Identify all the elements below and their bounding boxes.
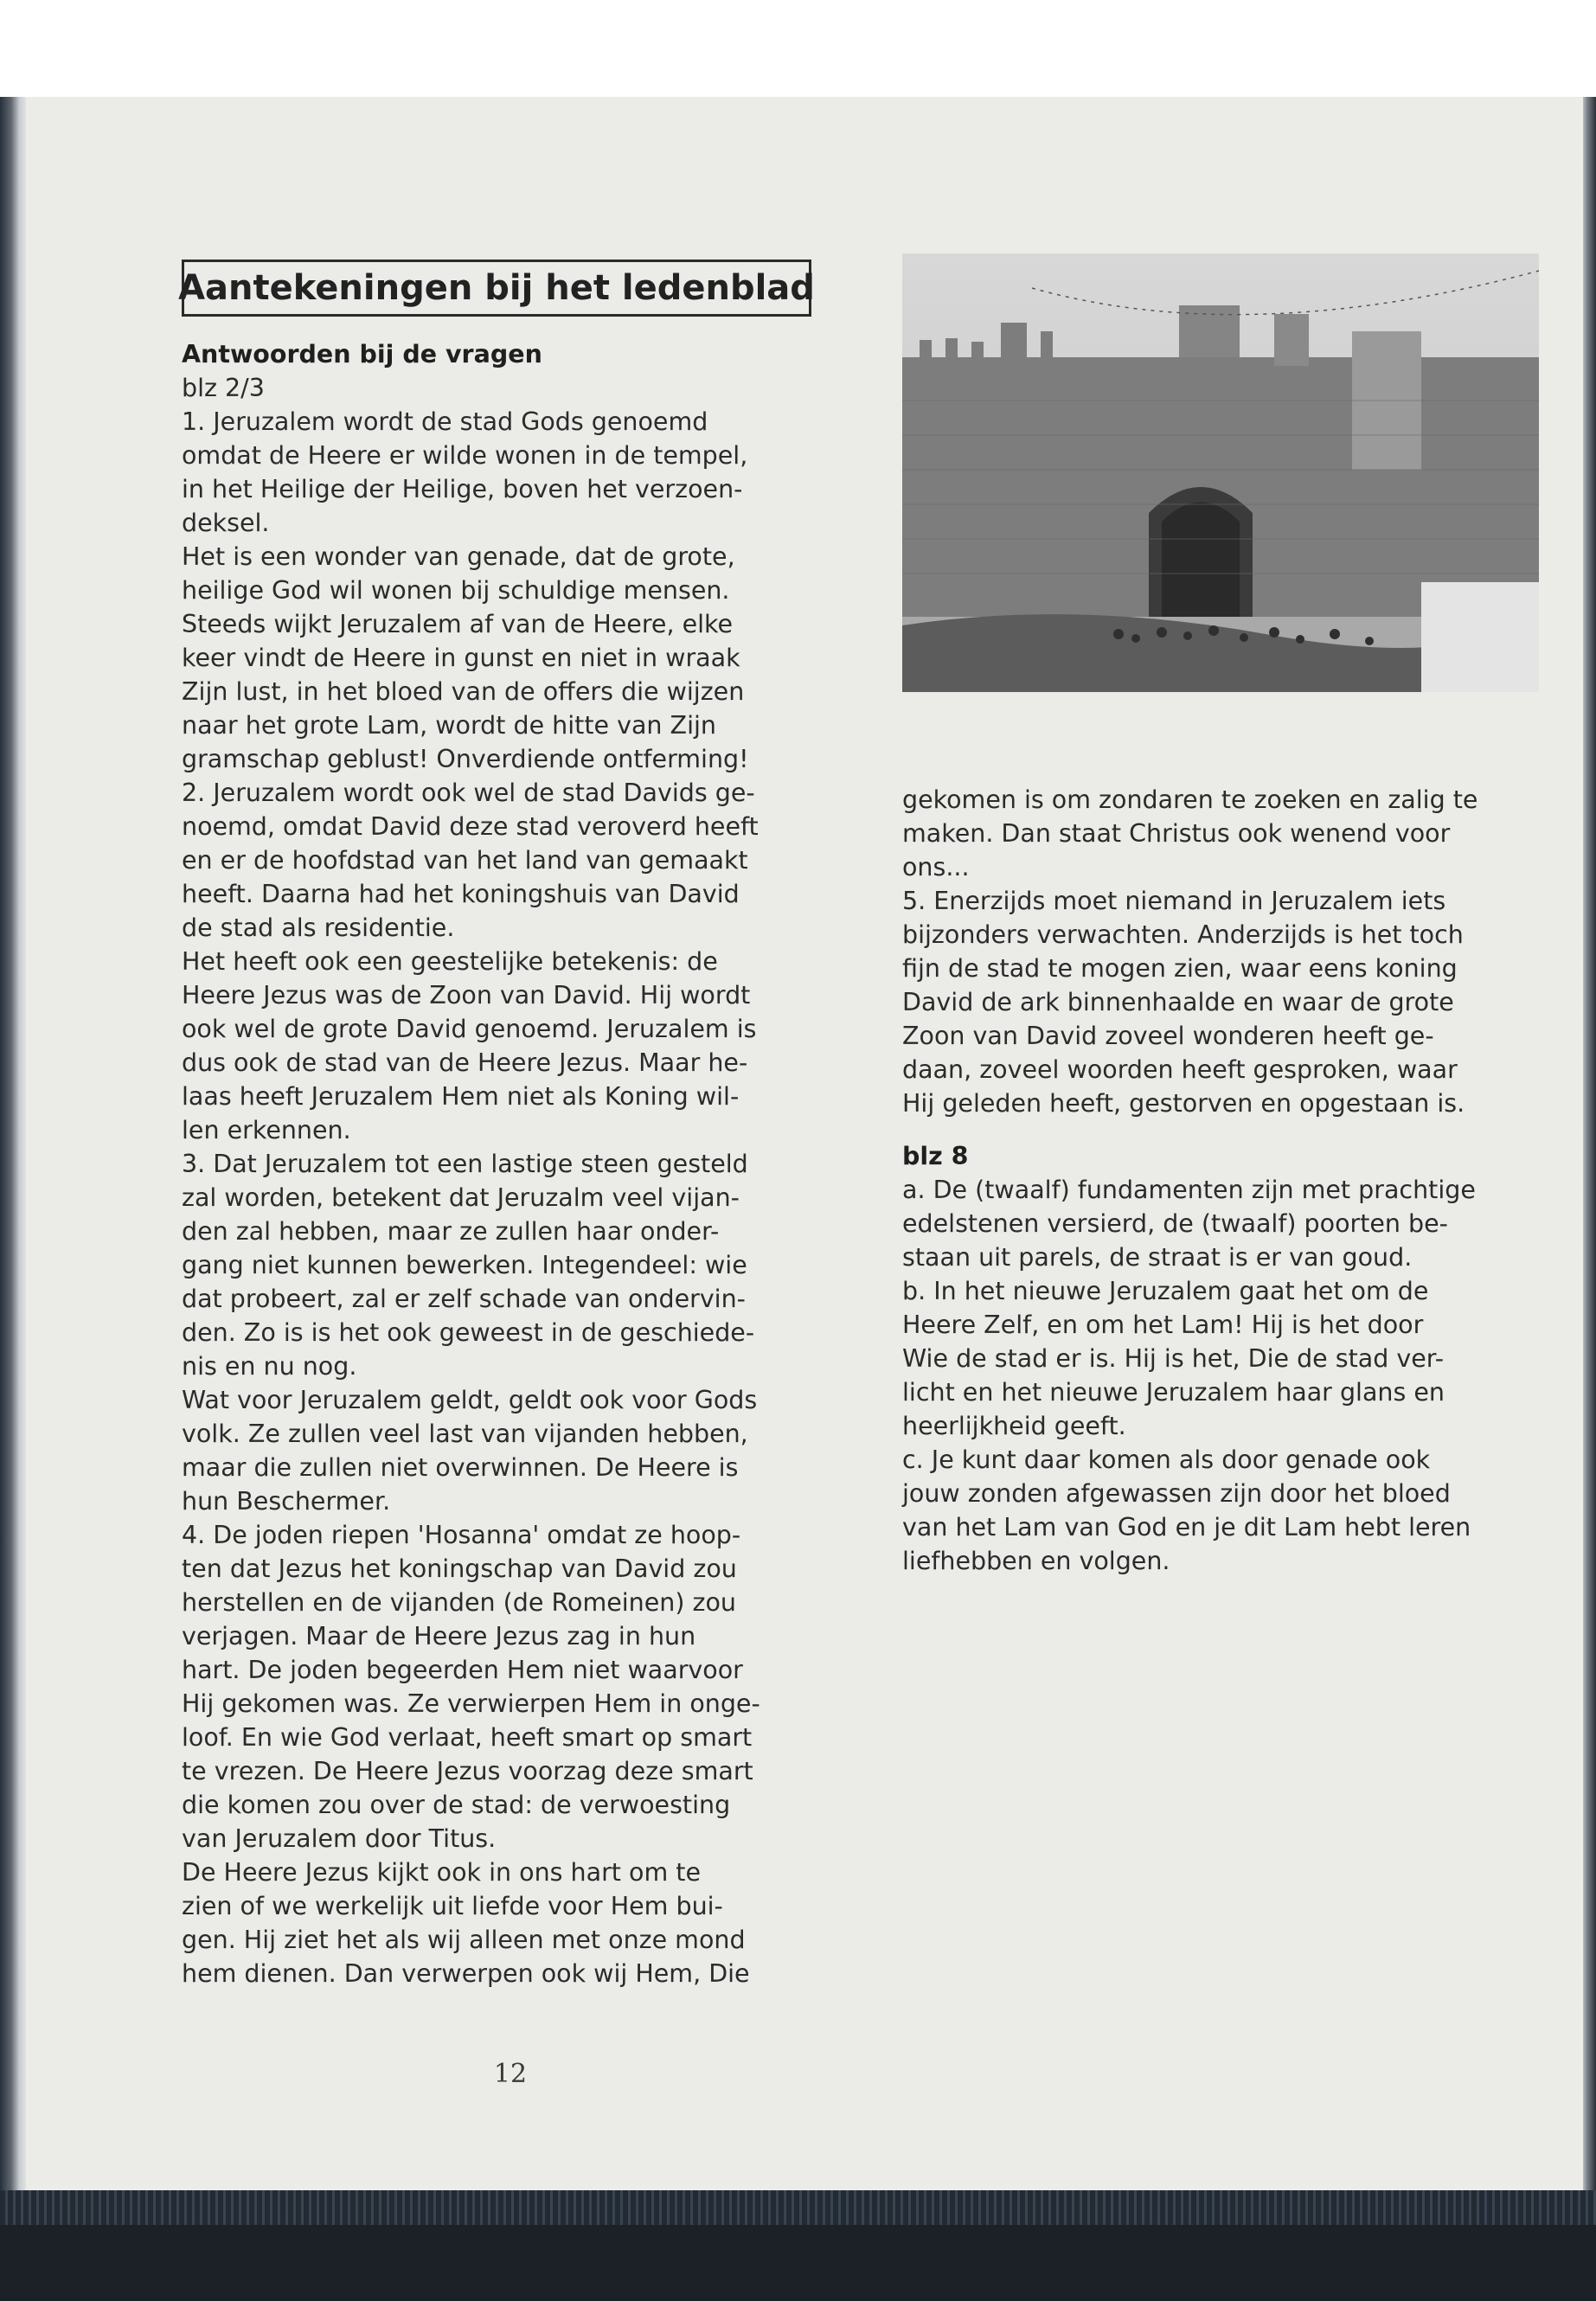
- text-line: licht en het nieuwe Jeruzalem haar glans en: [902, 1378, 1445, 1407]
- left-column-text: [182, 405, 817, 1990]
- text-line: dat probeert, zal er zelf schade van ondervin-: [182, 1285, 746, 1313]
- text-line: hart. De joden begeerden Hem niet waarvoor: [182, 1656, 743, 1684]
- text-line: dus ook de stad van de Heere Jezus. Maar he-: [182, 1048, 748, 1077]
- text-line: den zal hebben, maar ze zullen haar onder-: [182, 1217, 720, 1246]
- text-line: 1. Jeruzalem wordt de stad Gods genoemd: [182, 407, 708, 436]
- text-line: ten dat Jezus het koningschap van David zou: [182, 1554, 737, 1583]
- text-line: bijzonders verwachten. Anderzijds is het toch: [902, 920, 1464, 949]
- text-line: Het is een wonder van genade, dat de grote,: [182, 542, 735, 571]
- text-line: volk. Ze zullen veel last van vijanden hebben,: [182, 1420, 748, 1448]
- text-line: maken. Dan staat Christus ook wenend voor: [902, 819, 1451, 848]
- text-line: gekomen is om zondaren te zoeken en zalig te: [902, 785, 1478, 814]
- page-number: 12: [493, 2059, 528, 2089]
- text-line: b. In het nieuwe Jeruzalem gaat het om de: [902, 1277, 1429, 1305]
- text-line: Heere Jezus was de Zoon van David. Hij wordt: [182, 981, 751, 1009]
- text-line: Steeds wijkt Jeruzalem af van de Heere, elke: [182, 610, 734, 638]
- left-column: [182, 337, 817, 1990]
- text-line: heilige God wil wonen bij schuldige mensen.: [182, 576, 730, 605]
- text-line: herstellen en de vijanden (de Romeinen) zou: [182, 1588, 736, 1617]
- text-line: omdat de Heere er wilde wonen in de tempel,: [182, 441, 748, 470]
- text-line: keer vindt de Heere in gunst en niet in wraak: [182, 644, 740, 672]
- page-reference: blz 2/3: [182, 374, 265, 402]
- text-line: c. Je kunt daar komen als door genade ook: [902, 1445, 1431, 1474]
- text-line: len erkennen.: [182, 1116, 351, 1144]
- book-spine-edge: [0, 97, 28, 2190]
- text-line: staan uit parels, de straat is er van goud.: [902, 1243, 1413, 1272]
- text-line: nis en nu nog.: [182, 1352, 357, 1381]
- right-column-text-a: [902, 783, 1542, 1120]
- text-line: David de ark binnenhaalde en waar de grote: [902, 988, 1454, 1016]
- text-line: jouw zonden afgewassen zijn door het bloed: [902, 1479, 1451, 1508]
- scan-top-margin: [0, 0, 1596, 97]
- right-column: [902, 783, 1542, 1578]
- text-line: liefhebben en volgen.: [902, 1547, 1170, 1575]
- text-line: Heere Zelf, en om het Lam! Hij is het door: [902, 1311, 1424, 1339]
- text-line: maar die zullen niet overwinnen. De Heere is: [182, 1453, 739, 1482]
- text-line: ook wel de grote David genoemd. Jeruzalem is: [182, 1015, 757, 1043]
- text-line: en er de hoofdstad van het land van gemaakt: [182, 846, 748, 875]
- heading-box: [178, 260, 815, 317]
- text-line: heeft. Daarna had het koningshuis van David: [182, 880, 740, 908]
- book-right-edge: [1581, 97, 1596, 2190]
- text-line: hem dienen. Dan verwerpen ook wij Hem, Die: [182, 1959, 750, 1988]
- text-line: De Heere Jezus kijkt ook in ons hart om te: [182, 1858, 702, 1887]
- text-line: Zijn lust, in het bloed van de offers die wijzen: [182, 677, 745, 706]
- paragraph-gap: [902, 1120, 1542, 1139]
- text-line: van het Lam van God en je dit Lam hebt leren: [902, 1513, 1471, 1541]
- text-line: 5. Enerzijds moet niemand in Jeruzalem iets: [902, 887, 1446, 915]
- text-line: Hij gekomen was. Ze verwierpen Hem in onge-: [182, 1689, 760, 1718]
- text-line: naar het grote Lam, wordt de hitte van Zijn: [182, 711, 716, 740]
- text-line: Hij geleden heeft, gestorven en opgestaan is.: [902, 1089, 1465, 1118]
- text-line: die komen zou over de stad: de verwoesting: [182, 1791, 731, 1819]
- text-line: verjagen. Maar de Heere Jezus zag in hun: [182, 1622, 696, 1650]
- text-line: hun Beschermer.: [182, 1487, 391, 1516]
- text-line: van Jeruzalem door Titus.: [182, 1824, 497, 1853]
- text-line: zien of we werkelijk uit liefde voor Hem bui-: [182, 1892, 723, 1920]
- page-title: Aantekeningen bij het ledenblad: [178, 268, 815, 308]
- text-line: ons...: [902, 853, 970, 881]
- text-line: Zoon van David zoveel wonderen heeft ge-: [902, 1022, 1434, 1050]
- text-line: 4. De joden riepen 'Hosanna' omdat ze hoop-: [182, 1521, 741, 1549]
- text-line: Het heeft ook een geestelijke betekenis: de: [182, 947, 718, 976]
- text-line: loof. En wie God verlaat, heeft smart op smart: [182, 1723, 753, 1752]
- city-gate-photo: [902, 253, 1539, 692]
- text-line: heerlijkheid geeft.: [902, 1412, 1126, 1440]
- scan-bottom-edge: [0, 2190, 1596, 2225]
- text-line: gang niet kunnen bewerken. Integendeel: wie: [182, 1251, 747, 1279]
- text-line: den. Zo is is het ook geweest in de geschiede-: [182, 1318, 755, 1347]
- text-line: Wie de stad er is. Hij is het, Die de stad ver-: [902, 1344, 1444, 1373]
- text-line: 2. Jeruzalem wordt ook wel de stad Davids ge-: [182, 779, 755, 807]
- text-line: noemd, omdat David deze stad veroverd heeft: [182, 812, 759, 841]
- text-line: deksel.: [182, 509, 270, 537]
- page-reference-2: blz 8: [902, 1142, 969, 1170]
- text-line: in het Heilige der Heilige, boven het verzoen-: [182, 475, 743, 503]
- right-column-text-b: [902, 1173, 1542, 1578]
- text-line: a. De (twaalf) fundamenten zijn met prachtige: [902, 1176, 1476, 1204]
- text-line: fijn de stad te mogen zien, waar eens koning: [902, 954, 1458, 983]
- text-line: laas heeft Jeruzalem Hem niet als Koning wil-: [182, 1082, 740, 1111]
- text-line: edelstenen versierd, de (twaalf) poorten be-: [902, 1209, 1448, 1238]
- text-line: Wat voor Jeruzalem geldt, geldt ook voor Gods: [182, 1386, 758, 1414]
- answers-subtitle: Antwoorden bij de vragen: [182, 340, 542, 369]
- text-line: zal worden, betekent dat Jeruzalm veel vijan-: [182, 1183, 740, 1212]
- text-line: de stad als residentie.: [182, 913, 455, 942]
- text-line: 3. Dat Jeruzalem tot een lastige steen gesteld: [182, 1150, 748, 1178]
- text-line: gen. Hij ziet het als wij alleen met onze mond: [182, 1926, 746, 1954]
- photo-damascus-gate: [902, 253, 1539, 692]
- text-line: daan, zoveel woorden heeft gesproken, waar: [902, 1055, 1458, 1084]
- text-line: gramschap geblust! Onverdiende ontferming!: [182, 745, 749, 773]
- text-line: te vrezen. De Heere Jezus voorzag deze smart: [182, 1757, 753, 1785]
